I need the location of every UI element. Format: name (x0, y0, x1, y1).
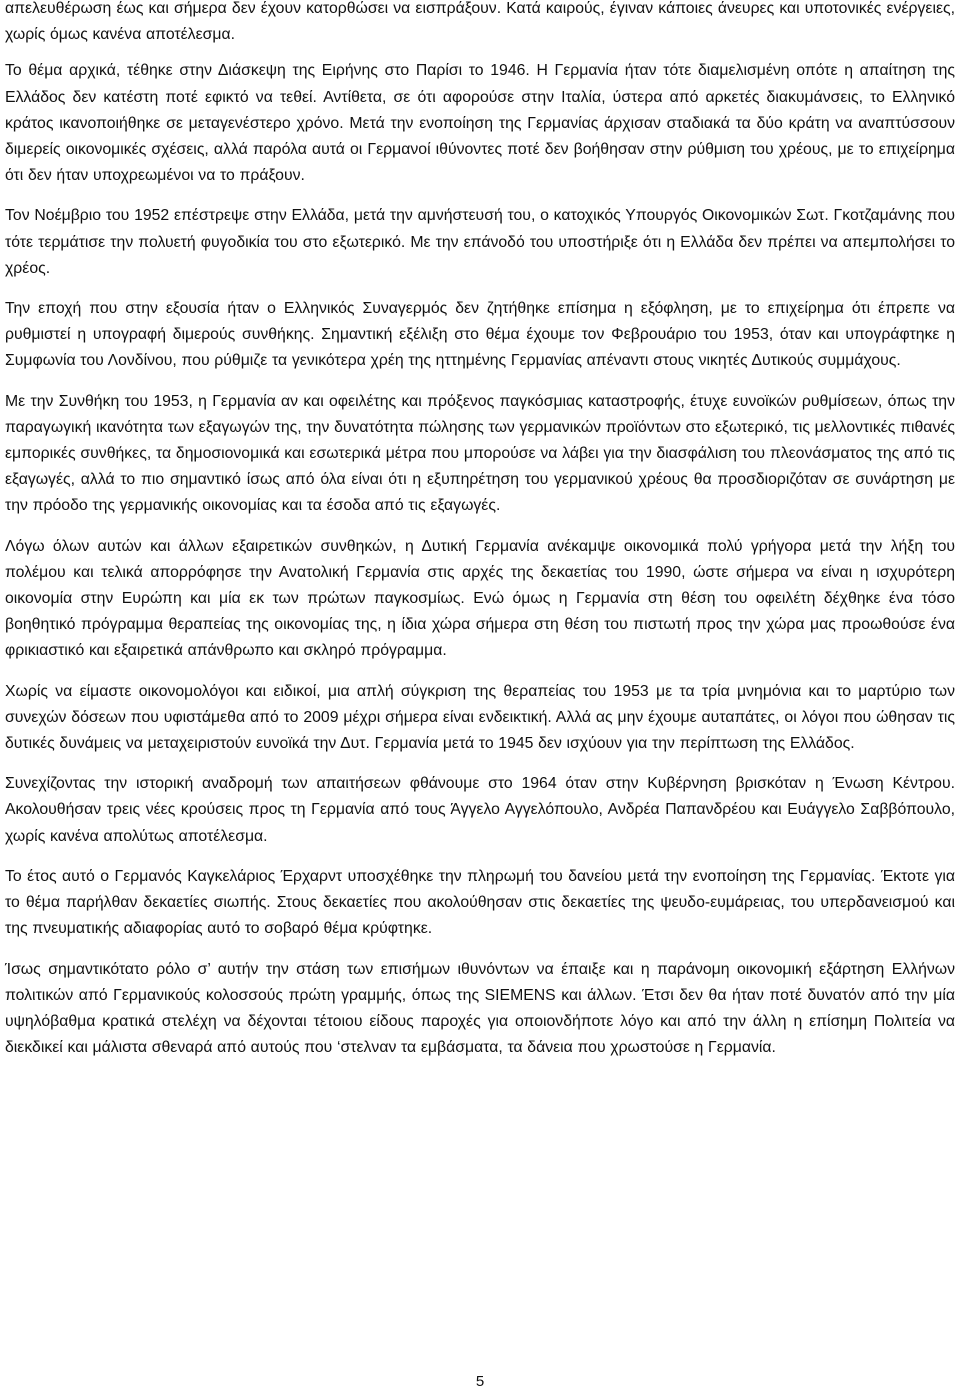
body-text (5, 0, 955, 1061)
paragraph-7 (5, 679, 955, 758)
paragraph-text: Με την Συνθήκη του 1953, η Γερμανία αν και οφειλέτης και πρόξενος παγκόσμιας καταστροφής, έτυχε ευνοϊκών ρυθμίσεων, όπως την παραγωγική ικανότητα των εξαγωγών της, την δυνατότητα πώλησης των γερμανικών προϊόντων στο εξωτερικό, τις μελλοντικές πιθανές εμπορικές συνθήκες, τα δημοσιονομικά και εσωτερικά μέτρα που μπορούσε να λάβει για την διασφάλιση του πλεονάσματος της από τις εξαγωγές, αλλά το πιο σημαντικό ίσως από όλα είναι ότι η εξυπηρέτηση του γερμανικού χρέους θα προσδιοριζόταν σε συνάρτηση με την πρόοδο της γερμανικής οικονομίας και τα έσοδα από τις εξαγωγές. (5, 392, 955, 515)
paragraph-text: Τον Νοέμβριο του 1952 επέστρεψε στην Ελλάδα, μετά την αμνήστευσή του, ο κατοχικός Υπουργός Οικονομικών Σωτ. Γκοτζαμάνης που τότε τερμάτισε την πολυετή φυγοδικία του στο εξωτερικό. Με την επάνοδό του υποστήριξε ότι η Ελλάδα δεν πρέπει να απεμπολήσει το χρέος. (5, 207, 955, 277)
paragraph-text: απελευθέρωση έως και σήμερα δεν έχουν κατορθώσει να εισπράξουν. Κατά καιρούς, έγιναν κάποιες άνευρες και υποτονικές ενέργειες, χωρίς όμως κανένα αποτέλεσμα. (5, 0, 955, 44)
paragraph-10 (5, 957, 955, 1062)
paragraph-3 (5, 203, 955, 282)
paragraph-text: Συνεχίζοντας την ιστορική αναδρομή των απαιτήσεων φθάνουμε στο 1964 όταν στην Κυβέρνηση βρισκόταν η Ένωση Κέντρου. Ακολουθήσαν τρεις νέες κρούσεις προς τη Γερμανία από τους Άγγελο Αγγελόπουλο, Ανδρέα Παπανδρέου και Ευάγγελο Σαββόπουλο, χωρίς κανένα απολύτως αποτέλεσμα. (5, 775, 955, 845)
paragraph-1 (5, 0, 955, 48)
paragraph-text: Το θέμα αρχικά, τέθηκε στην Διάσκεψη της Ειρήνης στο Παρίσι το 1946. Η Γερμανία ήταν τότε διαμελισμένη οπότε η απαίτηση της Ελλάδος δεν κατέστη ποτέ εφικτό να τεθεί. (5, 62, 955, 106)
paragraph-4 (5, 296, 955, 375)
page-number: 5 (475, 1373, 485, 1390)
paragraph-2 (5, 58, 955, 189)
paragraph-9 (5, 864, 955, 943)
paragraph-text: Μετά την ενοποίηση της Γερμανίας άρχισαν σταδιακά τα δύο κράτη να αναπτύσσουν διμερείς οικονομικές σχέσεις, αλλά παρόλα αυτά οι Γερμανοί ιθύνοντες ποτέ δεν βοήθησαν στην ρύθμιση του χρέους, με το επιχείρημα ότι δεν ήταν υποχρεωμένοι να το πράξουν. (5, 114, 956, 185)
paragraph-text: Λόγω όλων αυτών και άλλων εξαιρετικών συνθηκών, η Δυτική Γερμανία ανέκαμψε οικονομικά πολύ γρήγορα μετά την λήξη του πολέμου και τελικά απορρόφησε την Ανατολική Γερμανία στις αρχές της δεκαετίας του 1990, ώστε σήμερα να είναι η ισχυρότερη οικονομία στην Ευρώπη και μία εκ των πρώτων παγκοσμίως. Ενώ όμως η Γερμανία στη θέση του οφειλέτη δέχθηκε ένα τόσο βοηθητικό πρόγραμμα θεραπείας της οικονομίας της, η ίδια χώρα σήμερα στη θέση του πιστωτή προς την χώρα μας προωθούσε ένα φρικιαστικό και εξαιρετικά απάνθρωπο και σκληρό πρόγραμμα. (5, 537, 955, 660)
paragraph-text: Το έτος αυτό ο Γερμανός Καγκελάριος Έρχαρντ υποσχέθηκε την πληρωμή του δανείου μετά την ενοποίηση της Γερμανίας. Έκτοτε για το θέμα παρήλθαν δεκαετίες σιωπής. Στους δεκαετίες που ακολούθησαν στις δεκαετίες της ψευδο-ευμάρειας, του υπερδανεισμού και της πνευματικής αδιαφορίας αυτό το σοβαρό θέμα κρύφτηκε. (5, 867, 955, 938)
paragraph-5 (5, 389, 955, 520)
paragraph-text: Ίσως σημαντικότατο ρόλο σ’ αυτήν την στάση των επισήμων ιθυνόντων να έπαιξε και η παράνομη οικονομική εξάρτηση Ελλήνων πολιτικών από Γερμανικούς κολοσσούς πρώτη γραμμής, όπως της SIEMENS και άλλων. Έτσι δεν θα ήταν ποτέ δυνατόν από την μία υψηλόβαθμα κρατικά στελέχη να δέχονται τέτοιου είδους παροχές για οποιονδήποτε λόγο και από την άλλη η επίσημη Πολιτεία να διεκδικεί και μάλιστα σθεναρά από αυτούς που ‘στελναν τα εμβάσματα, τα δάνεια που χρωστούσε η Γερμανία. (5, 960, 955, 1057)
paragraph-text: Την εποχή που στην εξουσία ήταν ο Ελληνικός Συναγερμός δεν ζητήθηκε επίσημα η εξόφληση, με το επιχείρημα ότι έπρεπε να ρυθμιστεί η υπογραφή διμερούς συνθήκης. Σημαντική εξέλιξη στο θέμα έχουμε τον Φεβρουάριο του 1953, όταν και υπογράφτηκε η Συμφωνία του Λονδίνου, που ρύθμιζε τα γενικότερα χρέη της ηττημένης Γερμανίας απέναντι στους νικητές Δυτικούς συμμάχους. (5, 300, 955, 370)
paragraph-text: Αντίθετα, σε ότι αφορούσε στην Ιταλία, ύστερα από αρκετές διακυμάνσεις, το Ελληνικό κράτος ικανοποιήθηκε σε μεταγενέστερο χρόνο. (5, 88, 955, 132)
paragraph-6 (5, 534, 955, 665)
paragraph-text: Χωρίς να είμαστε οικονομολόγοι και ειδικοί, μια απλή σύγκριση της θεραπείας του 1953 με τα τρία μνημόνια και το μαρτύριο των συνεχών δόσεων που υφιστάμεθα από το 2009 μέχρι σήμερα είναι ενδεικτική. Αλλά ας μην έχουμε αυταπάτες, οι λόγοι που ώθησαν τις δυτικές δυνάμεις να μεταχειριστούν ευνοϊκά την Δυτ. Γερμανία μετά το 1945 δεν ισχύουν για την περίπτωση της Ελλάδος. (5, 682, 955, 753)
paragraph-8 (5, 771, 955, 850)
